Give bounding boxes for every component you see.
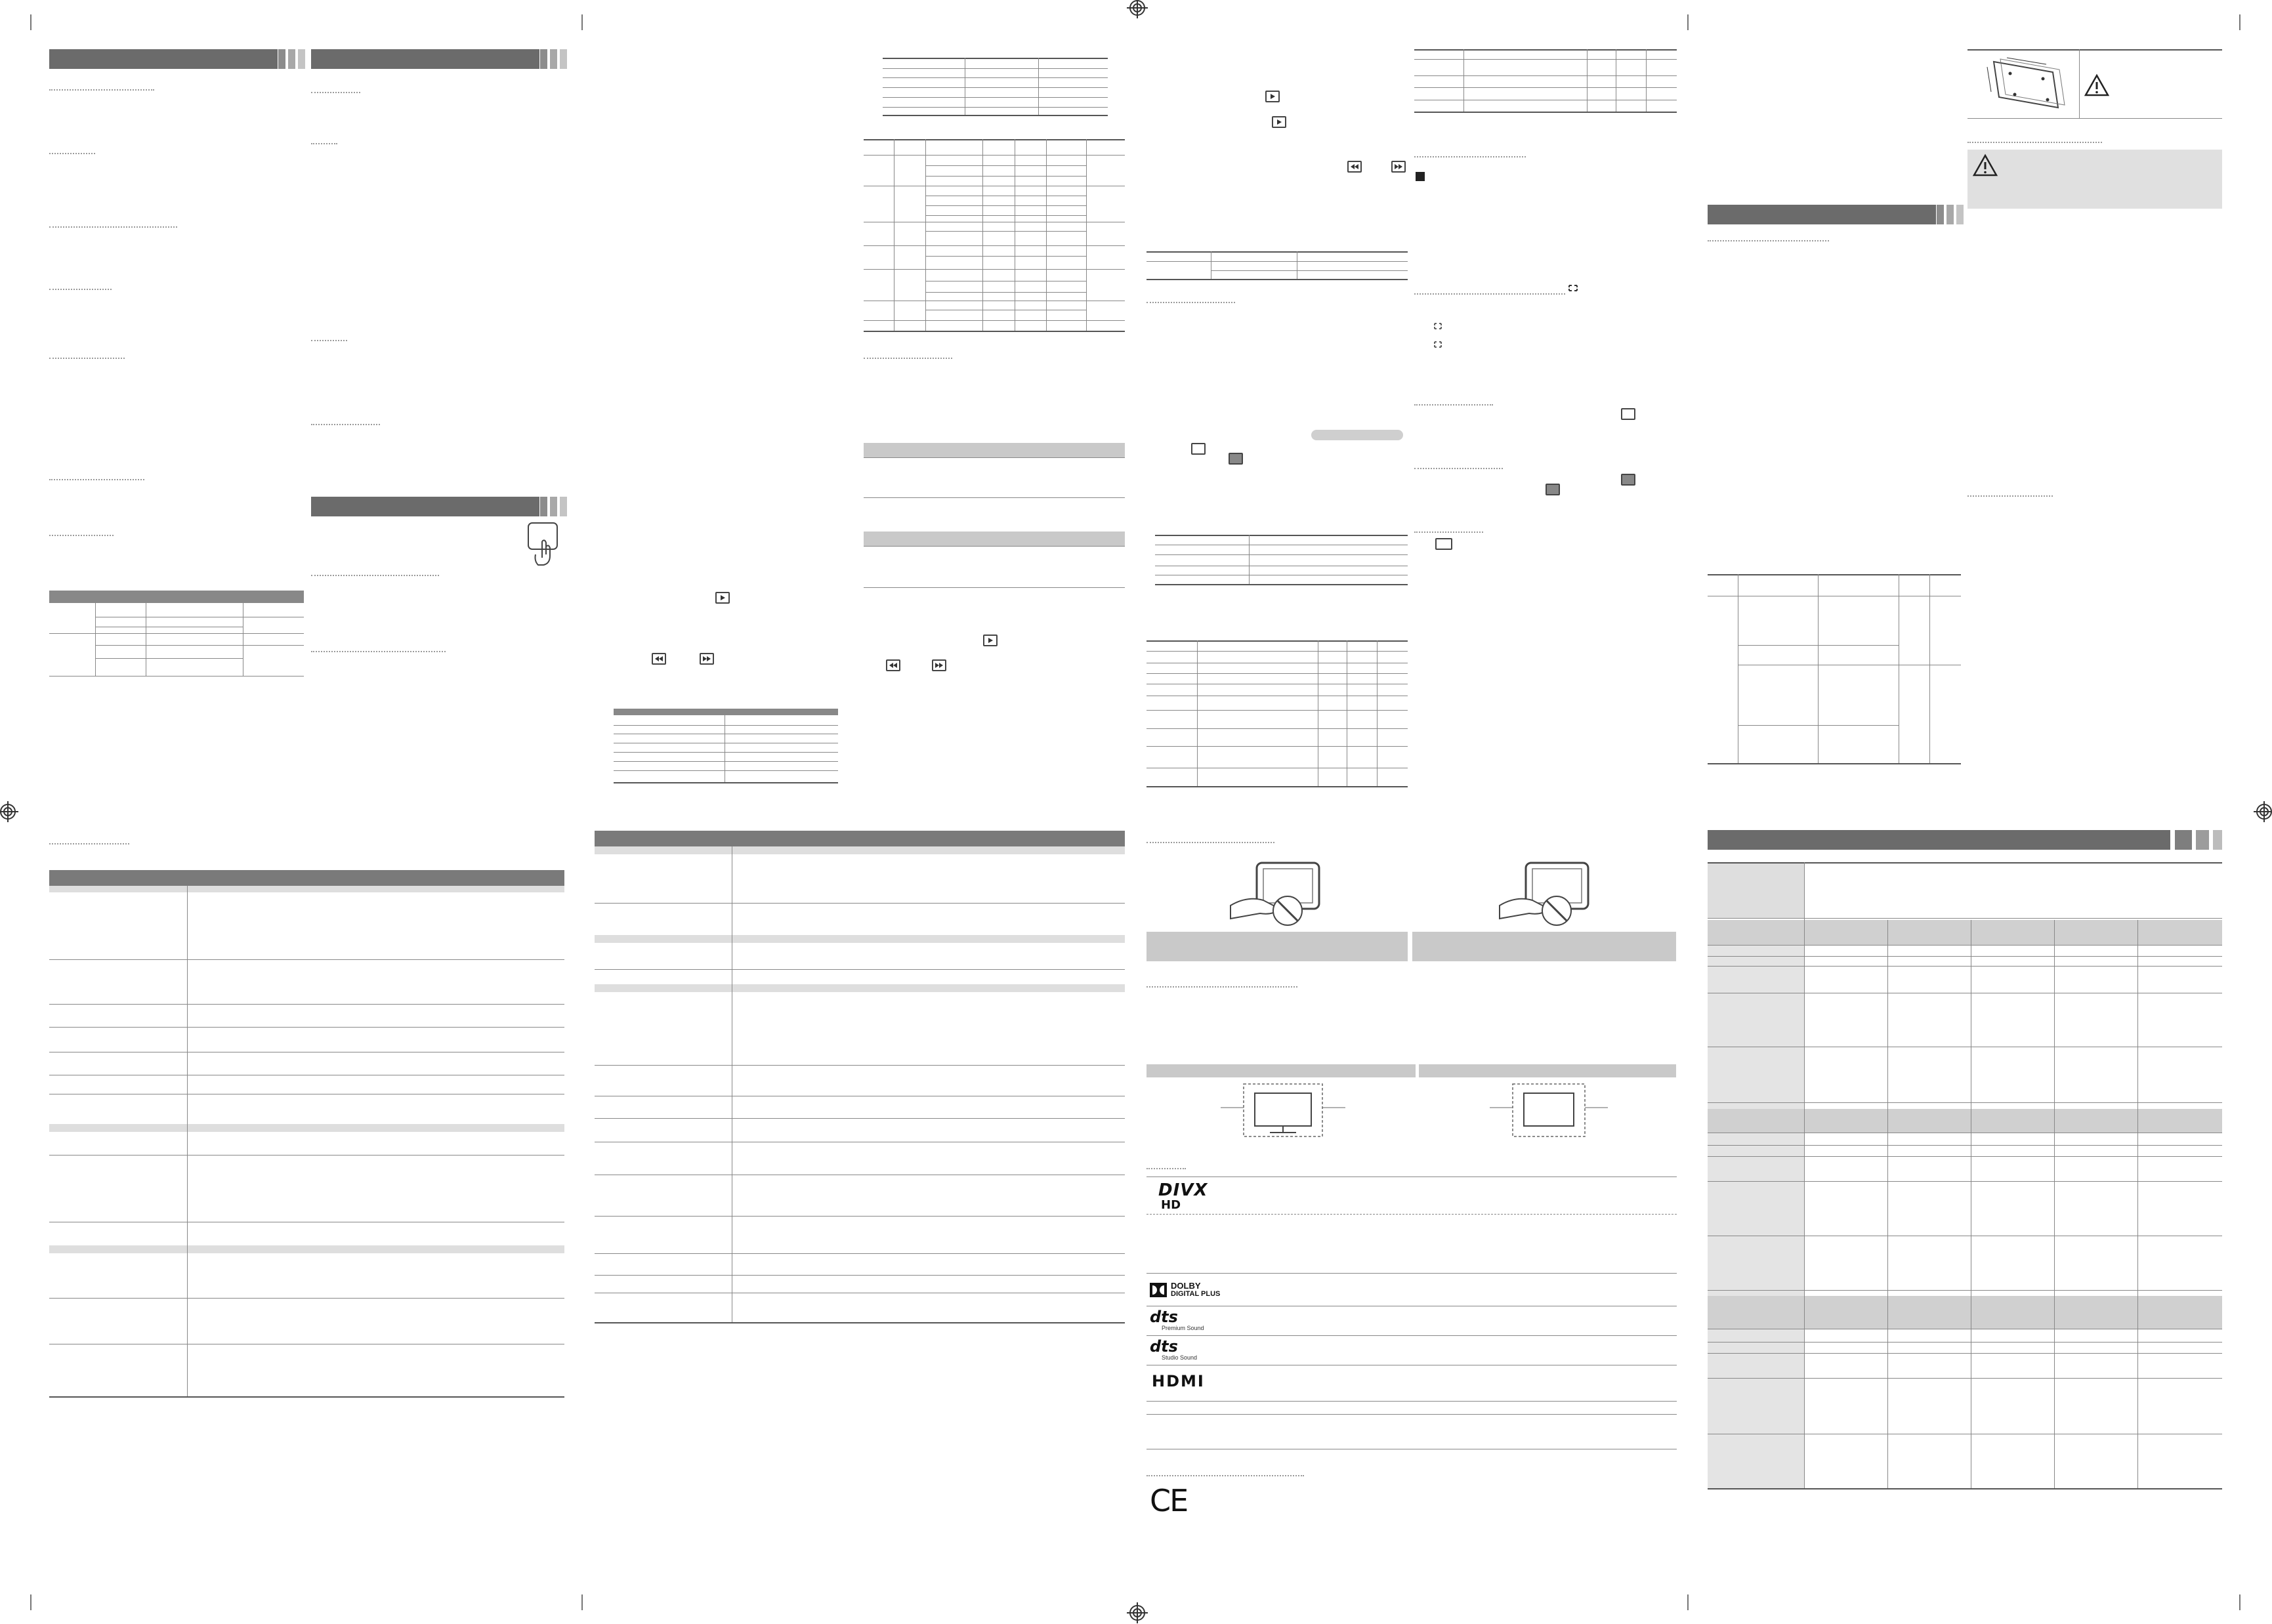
- source-button-icon: [1191, 443, 1206, 455]
- crop-mark: [581, 1594, 583, 1610]
- rule: [864, 587, 1125, 588]
- rule: [1147, 1214, 1677, 1215]
- subsection-divider: [1147, 1168, 1186, 1171]
- table-bottom: [1147, 279, 1408, 280]
- table-column: [1249, 535, 1250, 584]
- table-row: [1147, 640, 1408, 642]
- subsection-divider: [311, 143, 337, 146]
- table-bottom: [1708, 1488, 2222, 1489]
- table-row: [1414, 59, 1677, 60]
- crop-mark: [2239, 1594, 2240, 1610]
- hdmi-logo: [1152, 1373, 1224, 1392]
- table-group-row: [595, 935, 1125, 943]
- subsection-divider: [864, 358, 952, 360]
- table-header: [49, 870, 564, 886]
- table-row: [49, 633, 304, 634]
- subsection-divider: [49, 289, 112, 291]
- warning-icon: [2084, 73, 2110, 97]
- rule: [1147, 1414, 1677, 1415]
- rewind-icon: [652, 653, 666, 665]
- subsection-divider: [311, 92, 360, 94]
- tools-button-icon: [1229, 453, 1243, 465]
- table-row: [595, 1216, 1125, 1217]
- warning-box: [1967, 150, 2222, 209]
- caption-band: [1147, 932, 1408, 961]
- rewind-icon: [886, 659, 900, 671]
- dolby-logo-subtext: DIGITAL PLUS: [1171, 1290, 1221, 1298]
- table-row: [595, 1065, 1125, 1066]
- table-row: [1708, 966, 2222, 967]
- dts-logo-text: dts: [1150, 1337, 1178, 1356]
- table-column: [2054, 920, 2055, 1488]
- screen-fit-icon: [1433, 322, 1442, 330]
- table-row: [595, 1253, 1125, 1254]
- table-bottom: [1155, 584, 1408, 585]
- table-row: [925, 205, 1086, 206]
- wall-mount-diagram: [1981, 54, 2072, 116]
- crop-mark: [581, 14, 583, 30]
- play-icon: [715, 592, 730, 604]
- spec-header-row: [1708, 920, 2222, 945]
- table-column: [2137, 920, 2138, 1488]
- table-row: [1708, 862, 2222, 864]
- table-row: [1414, 75, 1677, 76]
- rule: [864, 546, 1125, 547]
- table-row: [595, 969, 1125, 970]
- table-bottom: [614, 782, 838, 783]
- table-row: [1414, 87, 1677, 88]
- rule: [864, 457, 1125, 458]
- table-bottom: [883, 115, 1108, 116]
- fast-forward-icon: [932, 659, 946, 671]
- section-header-bar: [311, 497, 539, 516]
- installation-clearance-diagram: [1490, 1081, 1608, 1140]
- dts-logo-text: dts: [1150, 1308, 1178, 1326]
- table-column: [95, 602, 96, 676]
- table-row: [925, 292, 1086, 293]
- subsection-divider: [1414, 156, 1526, 159]
- subsection-divider: [49, 843, 129, 846]
- table-header: [614, 709, 838, 715]
- dts-logo-subtext: Studio Sound: [1162, 1354, 1198, 1361]
- table-row: [1708, 956, 2222, 957]
- crop-mark: [1687, 14, 1689, 30]
- table-column: [1038, 58, 1039, 115]
- table-row: [1414, 49, 1677, 51]
- table-row: [1708, 1145, 2222, 1146]
- source-button-icon: [1621, 408, 1635, 420]
- icon-a-badge: [1416, 172, 1425, 181]
- table-column: [1086, 139, 1087, 331]
- installation-clearance-diagram: [1221, 1081, 1345, 1140]
- spec-label-col: [1708, 945, 1804, 1488]
- rule: [1967, 118, 2222, 119]
- dts-logo-subtext: Premium Sound: [1162, 1325, 1204, 1331]
- fast-forward-icon: [700, 653, 714, 665]
- table-column: [1197, 640, 1198, 786]
- subsection-divider: [311, 651, 446, 654]
- table-group-row: [49, 1245, 564, 1253]
- table-row: [1211, 270, 1408, 271]
- subsection-divider: [1414, 404, 1493, 407]
- table-group-row: [49, 1124, 564, 1132]
- subsection-divider: [1967, 495, 2053, 498]
- table-row: [614, 725, 838, 726]
- rule: [1147, 1176, 1677, 1177]
- table-bottom: [49, 1396, 564, 1398]
- subsection-divider: [49, 535, 114, 537]
- table-row: [1147, 673, 1408, 674]
- table-row: [883, 97, 1108, 98]
- spec-header-row: [1708, 1109, 2222, 1133]
- dolby-logo-text: DOLBY: [1171, 1281, 1201, 1291]
- table-row: [1155, 535, 1408, 536]
- play-icon: [983, 635, 998, 646]
- ce-mark: [1150, 1484, 1196, 1517]
- table-row: [49, 602, 304, 603]
- table-column: [1377, 640, 1378, 786]
- subsection-divider: [49, 89, 154, 92]
- table-row: [925, 165, 1086, 166]
- subsection-divider: [1414, 468, 1503, 470]
- table-row: [49, 676, 304, 677]
- table-column: [1929, 574, 1930, 763]
- table-group-row: [595, 846, 1125, 854]
- rule: [1147, 1335, 1677, 1336]
- header-stripes: [540, 497, 570, 516]
- table-column: [982, 139, 983, 331]
- table-row: [614, 752, 838, 753]
- touch-hand-icon: [525, 522, 564, 568]
- table-row: [1147, 251, 1408, 253]
- crop-mark: [30, 14, 32, 30]
- divider: [2079, 49, 2080, 118]
- rule: [1967, 49, 2222, 51]
- section-header-bar: [311, 49, 539, 69]
- table-row: [1147, 728, 1408, 729]
- caption-band: [1419, 1064, 1676, 1077]
- section-header-bar: [49, 49, 278, 69]
- table-row: [925, 176, 1086, 177]
- subsection-divider: [1414, 531, 1483, 534]
- table-row: [1708, 1102, 2222, 1103]
- table-row: [883, 77, 1108, 78]
- table-bottom: [1708, 763, 1961, 764]
- table-row: [925, 256, 1086, 257]
- table-row: [49, 959, 564, 960]
- table-row: [595, 1118, 1125, 1119]
- table-row: [595, 1275, 1125, 1276]
- table-row: [1708, 1181, 2222, 1182]
- table-column: [1646, 49, 1647, 112]
- table-row: [925, 215, 1086, 216]
- table-row: [1708, 1342, 2222, 1343]
- tools-button-icon: [1546, 484, 1560, 495]
- subsection-divider: [311, 340, 347, 343]
- registration-mark-icon: [1118, 1601, 1157, 1624]
- table-row: [1708, 1290, 2222, 1291]
- section-header-bar: [1708, 205, 1936, 224]
- header-stripes: [540, 49, 570, 69]
- subsection-divider: [311, 575, 439, 577]
- header-stripes: [278, 49, 308, 69]
- tools-button-icon: [1621, 474, 1635, 486]
- dts-premium-logo: [1150, 1309, 1222, 1335]
- table-row: [1708, 574, 1961, 575]
- screen-fit-icon: [1567, 283, 1579, 293]
- caption-band: [1147, 1064, 1416, 1077]
- table-row: [49, 1298, 564, 1299]
- subsection-divider: [49, 358, 125, 360]
- highlight-pill: [1311, 430, 1403, 440]
- warning-icon: [1972, 154, 1998, 177]
- table-header: [595, 831, 1125, 846]
- play-icon: [1265, 91, 1280, 102]
- table-column: [1587, 49, 1588, 112]
- table-row: [883, 87, 1108, 88]
- tv-cleaning-illustration: [1227, 860, 1326, 932]
- table-column: [1804, 862, 1805, 1488]
- tv-cleaning-illustration: [1496, 860, 1595, 932]
- note-band: [864, 443, 1125, 457]
- table-header: [49, 591, 304, 602]
- table-row: [1708, 1156, 2222, 1157]
- registration-mark-icon: [0, 792, 20, 831]
- spec-header-row: [1708, 1296, 2222, 1329]
- subsection-divider: [311, 424, 380, 427]
- table-row: [1708, 945, 2222, 946]
- crop-mark: [2239, 14, 2240, 30]
- table-row: [1147, 261, 1408, 262]
- table-column: [187, 886, 188, 1396]
- spec-label-cell: [1708, 862, 1804, 918]
- hdmi-logo-text: HDMI: [1152, 1372, 1205, 1390]
- table-row: [1147, 651, 1408, 652]
- subsection-divider: [1708, 240, 1829, 243]
- rule: [1147, 1273, 1677, 1274]
- table-bottom: [864, 331, 1125, 332]
- table-row: [883, 58, 1108, 59]
- crop-mark: [30, 1594, 32, 1610]
- crop-mark: [1687, 1594, 1689, 1610]
- rule: [1147, 1401, 1677, 1402]
- table-row: [1708, 1378, 2222, 1379]
- subsection-divider: [49, 153, 95, 156]
- table-row: [1147, 746, 1408, 747]
- table-column: [1463, 49, 1464, 112]
- fast-forward-icon: [1391, 161, 1406, 173]
- rewind-icon: [1347, 161, 1362, 173]
- table-bottom: [595, 1322, 1125, 1323]
- table-row: [883, 107, 1108, 108]
- header-stripes: [2175, 830, 2222, 850]
- subsection-divider: [1147, 302, 1235, 304]
- table-group-row: [49, 886, 564, 892]
- divx-hd-text: HD: [1161, 1198, 1181, 1212]
- subsection-divider: [49, 226, 177, 229]
- table-row: [49, 1027, 564, 1028]
- ce-mark-text: CE: [1150, 1483, 1188, 1518]
- table-group-row: [595, 984, 1125, 992]
- rule: [864, 497, 1125, 498]
- divx-logo: [1158, 1181, 1217, 1213]
- header-stripes: [1937, 205, 1967, 224]
- table-row: [1155, 554, 1408, 555]
- table-column: [1046, 139, 1047, 331]
- table-row: [925, 231, 1086, 232]
- section-header-bar: [1708, 830, 2170, 850]
- table-bottom: [1414, 112, 1677, 113]
- table-column: [1887, 920, 1888, 1488]
- note-band: [864, 531, 1125, 546]
- table-column: [925, 139, 926, 331]
- divx-logo-text: DIVX: [1158, 1180, 1208, 1200]
- dolby-logo: [1150, 1281, 1229, 1302]
- table-row: [1147, 710, 1408, 711]
- table-row: [614, 770, 838, 771]
- subsection-divider: [1414, 293, 1565, 296]
- caption-band: [1412, 932, 1676, 961]
- table-bottom: [1147, 786, 1408, 787]
- registration-mark-icon: [1118, 0, 1157, 20]
- subsection-divider: [49, 479, 144, 482]
- table-row: [95, 658, 243, 659]
- subsection-divider: [1147, 1475, 1304, 1478]
- subsection-divider: [1147, 986, 1297, 989]
- table-row: [614, 761, 838, 762]
- registration-mark-icon: [2252, 792, 2272, 831]
- table-row: [1708, 1353, 2222, 1354]
- subsection-divider: [1147, 842, 1274, 844]
- table-row: [1708, 918, 2222, 919]
- play-icon: [1272, 116, 1286, 128]
- table-row: [49, 1004, 564, 1005]
- table-row: [95, 645, 304, 646]
- dts-studio-logo: [1150, 1339, 1222, 1365]
- subsection-divider: [1967, 142, 2102, 144]
- menu-button-icon: [1435, 538, 1452, 550]
- table-row: [883, 68, 1108, 69]
- screen-fit-icon: [1433, 341, 1442, 348]
- table-row: [595, 903, 1125, 904]
- table-column: [1818, 574, 1819, 763]
- table-row: [49, 1155, 564, 1156]
